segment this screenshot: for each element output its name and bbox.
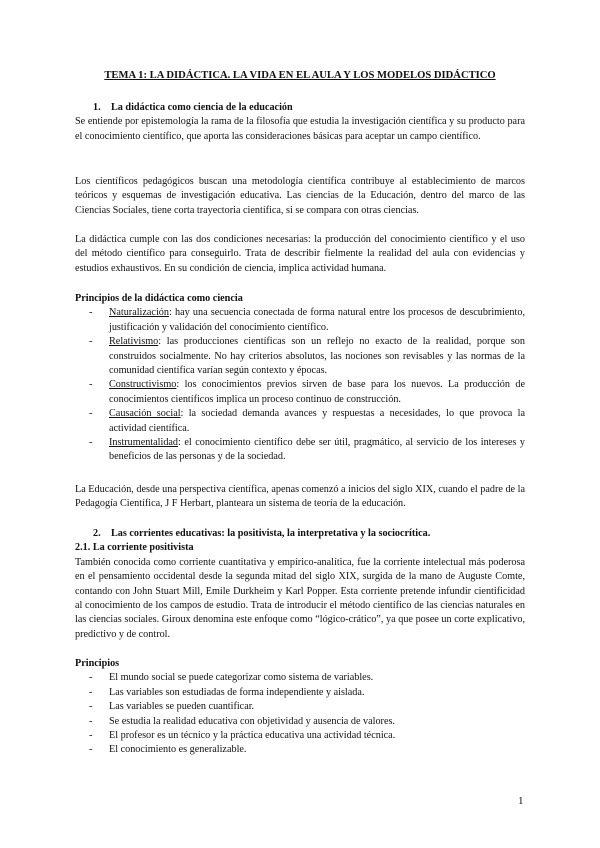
list-item: - El conocimiento es generalizable. — [89, 744, 247, 756]
list-item: - El mundo social se puede categorizar como sistema de variables. — [89, 672, 374, 684]
list-item: - El profesor es un técnico y la práctica educativa una actividad técnica. — [89, 730, 396, 742]
list-item: - Causación social: la sociedad demanda avances y respuestas a necesidades, lo que provoca la actividad científica. — [89, 408, 525, 434]
section-1-number: 1. — [93, 102, 101, 113]
principios-positivista — [75, 657, 525, 758]
paragraph-didactica: La didáctica cumple con las dos condiciones necesarias: la producción del conocimiento científico y el uso del método científico para conseguirlo. Trata de describir fielmente la realidad del aula con evidencias y estudios exhaustivos. En su condición de ciencia, implica actividad humana. — [75, 234, 525, 274]
list-item: - Las variables son estudiadas de forma independiente y aislada. — [89, 686, 365, 698]
section-1-heading — [75, 101, 525, 115]
section-2 — [75, 527, 525, 642]
section-2-number: 2. — [93, 528, 101, 539]
document-title: TEMA 1: LA DIDÁCTICA. LA VIDA EN EL AULA Y LOS MODELOS DIDÁCTICO — [104, 70, 496, 81]
list-item: - Las variables se pueden cuantificar. — [89, 701, 255, 713]
section-1 — [75, 101, 525, 144]
list-item: - Constructivismo: los conocimientos previos sirven de base para los nuevos. La producción de conocimientos científicos implica un proceso continuo de construcción. — [89, 379, 525, 405]
section-2-heading — [75, 527, 525, 541]
page-number: 1 — [518, 795, 524, 807]
section-2-title: Las corrientes educativas: la positivista, la interpretativa y la sociocrítica. — [111, 528, 431, 539]
paragraph-educacion: La Educación, desde una perspectiva científica, apenas comenzó a inicios del siglo XIX, cuando el padre de la Pedagogía Científica, J F Herbart, planteara un sistema de teoría de la educación. — [75, 484, 525, 510]
list-item: - Naturalización: hay una secuencia conectada de forma natural entre los procesos de descubrimiento, justificación y validación del conocimiento científico. — [89, 307, 525, 333]
paragraph-positivista: También conocida como corriente cuantitativa y empírico-analítica, fue la corriente intelectual más poderosa en el pensamiento occidental desde la segunda mitad del siglo XIX, surgida de la mano de Auguste Comte, contando con John Stuart Mill, Emile Durkheim y Karl Popper. Esta corriente pretende infundir cientificidad al conocimiento de los campos de estudio. Trata de introducir el método científico de las ciencias naturales en las ciencias sociales. Giroux denomina este enfoque como “lógico-crático”, ya que posee un corte explicativo, predictivo y de control. — [75, 556, 525, 640]
principios-didactica-list — [75, 306, 525, 464]
subsection-2-1-heading: 2.1. La corriente positivista — [75, 542, 194, 554]
principios-positivista-list — [75, 671, 525, 757]
principios-positivista-heading: Principios — [75, 658, 120, 669]
list-item: - Se estudia la realidad educativa con objetividad y ausencia de valores. — [89, 715, 395, 727]
paragraph-epistemologia: Se entiende por epistemología la rama de la filosofía que estudia la investigación científica y su producto para el conocimiento científico, que aporta las consideraciones básicas para aceptar un campo científico. — [75, 116, 525, 142]
principios-didactica-heading: Principios de la didáctica como ciencia — [75, 293, 243, 304]
section-1-title: La didáctica como ciencia de la educación — [111, 102, 293, 113]
list-item: - Relativismo: las producciones científicas son un reflejo no exacto de la realidad, porque son construidos socialmente. No hay criterios absolutos, las nociones son revisables y las normas de la comunidad científica varían según contexto y épocas. — [89, 336, 525, 377]
paragraph-cientificos: Los científicos pedagógicos buscan una metodología científica contribuye al establecimiento de marcos teóricos y esquemas de investigación educativa. Las ciencias de la Educación, dentro del marco de las Ciencias Sociales, tiene corta trayectoria científica, si se compara con otras ciencias. — [75, 176, 525, 216]
list-item: - Instrumentalidad: el conocimiento científico debe ser útil, pragmático, al servicio de los intereses y beneficios de las personas y de la sociedad. — [89, 437, 525, 463]
principios-didactica — [75, 292, 525, 465]
